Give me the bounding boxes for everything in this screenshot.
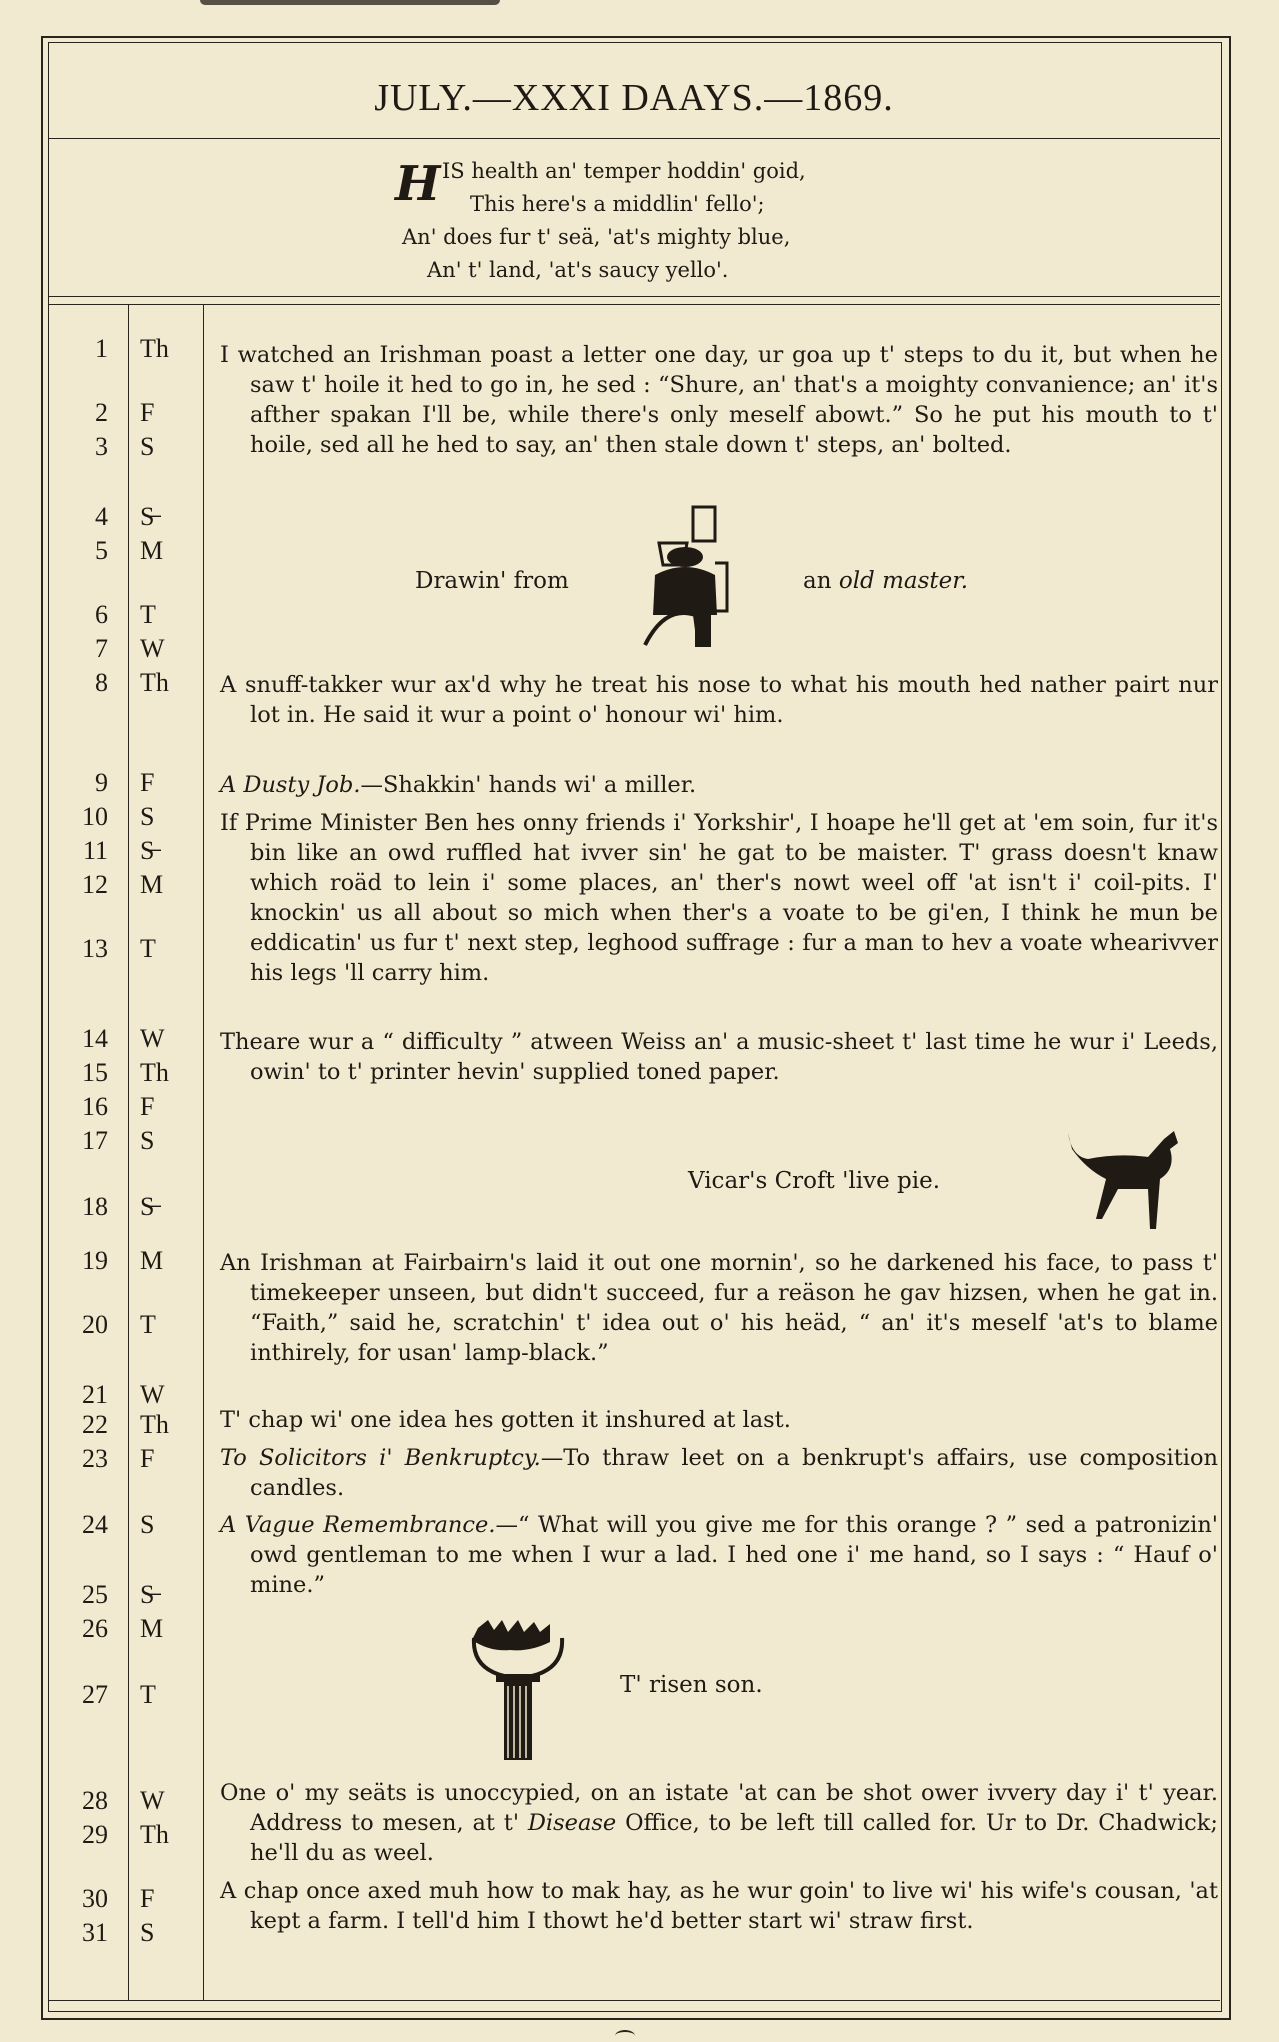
calendar-weekday: T xyxy=(140,1310,156,1339)
animal-figure-icon xyxy=(1060,1125,1190,1244)
calendar-day-number: 1 xyxy=(95,334,108,363)
calendar-weekday: F xyxy=(140,1092,155,1121)
calendar-day-number: 26 xyxy=(82,1614,108,1643)
calendar-day-number: 29 xyxy=(82,1820,108,1849)
calendar-weekday: Th xyxy=(140,1058,169,1087)
calendar-weekday: F xyxy=(140,1884,155,1913)
page-title: JULY.—XXXI DAAYS.—1869. xyxy=(374,77,894,119)
calendar-day-number: 19 xyxy=(82,1246,108,1275)
table-rule-top xyxy=(48,296,1220,297)
entry-irishman-letter: I watched an Irishman poast a letter one day, ur goa up t' steps to du it, but when he saw t' hoile it hed to go in, he sed : “Shure, an' that's a moighty convanience; an' it's afther spakan I'll be, while there's only meself abowt.” So he put his mouth to t' hoile, sed all he hed to say, an' then stale down t' steps, an' bolted. xyxy=(220,342,1218,458)
calendar-day-number: 10 xyxy=(82,802,108,831)
calendar-day-number: 23 xyxy=(82,1444,108,1473)
calendar-weekday: Th xyxy=(140,1410,169,1439)
calendar-day-number: 30 xyxy=(82,1884,108,1913)
title-rule xyxy=(48,138,1220,139)
vague-body: —“ What will you give me for this orange ? ” sed a patronizin' owd gentleman to me when I wur a lad. I hed one i' me hand, so I says : “ Hauf o' mine.” xyxy=(250,1512,1218,1598)
calendar-weekday: M xyxy=(140,1614,164,1643)
calendar-day-number: 20 xyxy=(82,1310,108,1339)
verse-line: This here's a middlin' fello'; xyxy=(470,192,765,216)
calendar-day-number: 11 xyxy=(82,836,108,865)
drawin-caption-old-master: old master. xyxy=(838,568,969,594)
column-rule-number xyxy=(128,304,129,2000)
calendar-day-number: 14 xyxy=(82,1024,108,1053)
calendar-day-number: 7 xyxy=(95,634,108,663)
calendar-day-number: 12 xyxy=(82,870,108,899)
page-edge-shadow xyxy=(200,0,500,5)
drop-cap: H xyxy=(395,156,441,212)
verse-line: An' t' land, 'at's saucy yello'. xyxy=(427,258,729,282)
calendar-weekday: Th xyxy=(140,334,169,363)
calendar-weekday: Th xyxy=(140,1820,169,1849)
vicar-caption: Vicar's Croft 'live pie. xyxy=(688,1168,941,1194)
calendar-day-number: 15 xyxy=(82,1058,108,1087)
column-rule-day xyxy=(203,304,204,2000)
entry-solicitors xyxy=(220,1443,1218,1503)
seats-text-b: Office, to be left till called for. Ur to Dr. Chadwick; he'll du as weel. xyxy=(250,1810,1218,1866)
calendar-day-number: 2 xyxy=(95,398,108,427)
calendar-day-number: 16 xyxy=(82,1092,108,1121)
calendar-weekday: S̶ xyxy=(140,1580,155,1609)
calendar-weekday: S xyxy=(140,1126,155,1155)
drawin-caption-an: an xyxy=(803,568,832,594)
calendar-day-number: 21 xyxy=(82,1380,108,1409)
solicitors-body: —To thraw leet on a benkrupt's affairs, use composition candles. xyxy=(250,1445,1218,1501)
calendar-weekday: S̶ xyxy=(140,1192,155,1221)
calendar-day-number: 9 xyxy=(95,768,108,797)
calendar-weekday: F xyxy=(140,768,155,797)
calendar-weekday: S̶ xyxy=(140,502,155,531)
calendar-day-number: 18 xyxy=(82,1192,108,1221)
entry-snuff-takker: A snuff-takker wur ax'd why he treat his nose to what his mouth hed nather pairt nur lot in. He said it wur a point o' honour wi' him. xyxy=(220,672,1218,728)
calendar-day-number: 31 xyxy=(82,1918,108,1947)
calendar-weekday: W xyxy=(140,1024,165,1053)
entry-vague-remembrance xyxy=(220,1510,1218,1600)
seats-text-a: One o' my seäts is unoccypied, on an istate 'at can be shot ower ivvery day i' t' year. Address to mesen, at t' xyxy=(220,1780,1218,1836)
solicitors-title: To Solicitors i' Benkruptcy. xyxy=(220,1445,541,1471)
calendar-weekday: W xyxy=(140,634,165,663)
vague-title: A Vague Remembrance. xyxy=(220,1512,496,1538)
entry-dusty-job xyxy=(220,770,1218,800)
calendar-day-number: 6 xyxy=(95,600,108,629)
calendar-weekday: S̶ xyxy=(140,836,155,865)
table-rule-top-2 xyxy=(48,304,1220,305)
table-rule-bottom xyxy=(48,2000,1220,2001)
calendar-day-number: 5 xyxy=(95,536,108,565)
entry-prime-minister: If Prime Minister Ben hes onny friends i' Yorkshir', I hoape he'll get at 'em soin, fur it's bin like an owd ruffled hat ivver sin' he gat to be maister. T' grass doesn't knaw which roäd to lein i' some places, an' ther's nowt weel off 'at isn't i' coil-pits. I' knockin' us all about so mich when ther's a voate to be gi'en, I think he mun be eddicatin' us fur t' next step, leghood suffrage : fur a man to hev a voate whearivver his legs 'll carry him. xyxy=(220,810,1218,986)
calendar-weekday: F xyxy=(140,1444,155,1473)
calendar-day-number: 17 xyxy=(82,1126,108,1155)
page-curl-mark xyxy=(615,2030,635,2042)
calendar-day-number: 3 xyxy=(95,432,108,461)
calendar-day-number: 22 xyxy=(82,1410,108,1439)
dusty-job-body: —Shakkin' hands wi' a miller. xyxy=(360,772,697,798)
verse-line: An' does fur t' seä, 'at's mighty blue, xyxy=(402,225,791,249)
calendar-weekday: S xyxy=(140,1918,155,1947)
entry-fairbairn: An Irishman at Fairbairn's laid it out one mornin', so he darkened his face, to pass t' timekeeper unseen, but didn't succeed, fur a reäson he gav hizsen, when he gat in. “Faith,” said he, scratchin' t' idea out o' his heäd, “ an' it's meself 'at's to blame inthirely, for usan' lamp-black.” xyxy=(220,1250,1218,1366)
calendar-day-number: 4 xyxy=(95,502,108,531)
calendar-weekday: T xyxy=(140,934,156,963)
calendar-day-number: 28 xyxy=(82,1786,108,1815)
entry-seats xyxy=(220,1778,1218,1868)
calendar-weekday: M xyxy=(140,870,164,899)
verse-line: IS health an' temper hoddin' goid, xyxy=(442,159,806,183)
entry-weiss: Theare wur a “ difficulty ” atween Weiss an' a music-sheet t' last time he wur i' Leeds, owin' to t' printer hevin' supplied toned paper. xyxy=(220,1029,1218,1085)
dusty-job-title: A Dusty Job. xyxy=(220,772,361,798)
entry-hay: A chap once axed muh how to mak hay, as he wur goin' to live wi' his wife's cousan, 'at kept a farm. I tell'd him I thowt he'd better start wi' straw first. xyxy=(220,1878,1218,1934)
calendar-weekday: W xyxy=(140,1786,165,1815)
calendar-day-number: 13 xyxy=(82,934,108,963)
risen-son-caption: T' risen son. xyxy=(620,1672,763,1698)
calendar-weekday: W xyxy=(140,1380,165,1409)
calendar-weekday: S xyxy=(140,432,155,461)
calendar-weekday: T xyxy=(140,1680,156,1709)
drawin-caption-left: Drawin' from xyxy=(415,568,569,594)
calendar-weekday: Th xyxy=(140,668,169,697)
calendar-weekday: M xyxy=(140,1246,164,1275)
calendar-weekday: M xyxy=(140,536,164,565)
calendar-weekday: S xyxy=(140,1510,155,1539)
old-master-figure-icon xyxy=(625,505,765,659)
seats-text-em: Disease xyxy=(527,1810,617,1836)
calendar-day-number: 27 xyxy=(82,1680,108,1709)
risen-son-figure-icon xyxy=(468,1618,568,1772)
calendar-day-number: 8 xyxy=(95,668,108,697)
calendar-weekday: T xyxy=(140,600,156,629)
calendar-weekday: F xyxy=(140,398,155,427)
calendar-day-number: 25 xyxy=(82,1580,108,1609)
drawin-caption-right xyxy=(803,568,968,594)
calendar-weekday: S xyxy=(140,802,155,831)
entry-one-idea: T' chap wi' one idea hes gotten it inshured at last. xyxy=(220,1407,791,1433)
opening-verse xyxy=(380,155,900,287)
calendar-day-number: 24 xyxy=(82,1510,108,1539)
